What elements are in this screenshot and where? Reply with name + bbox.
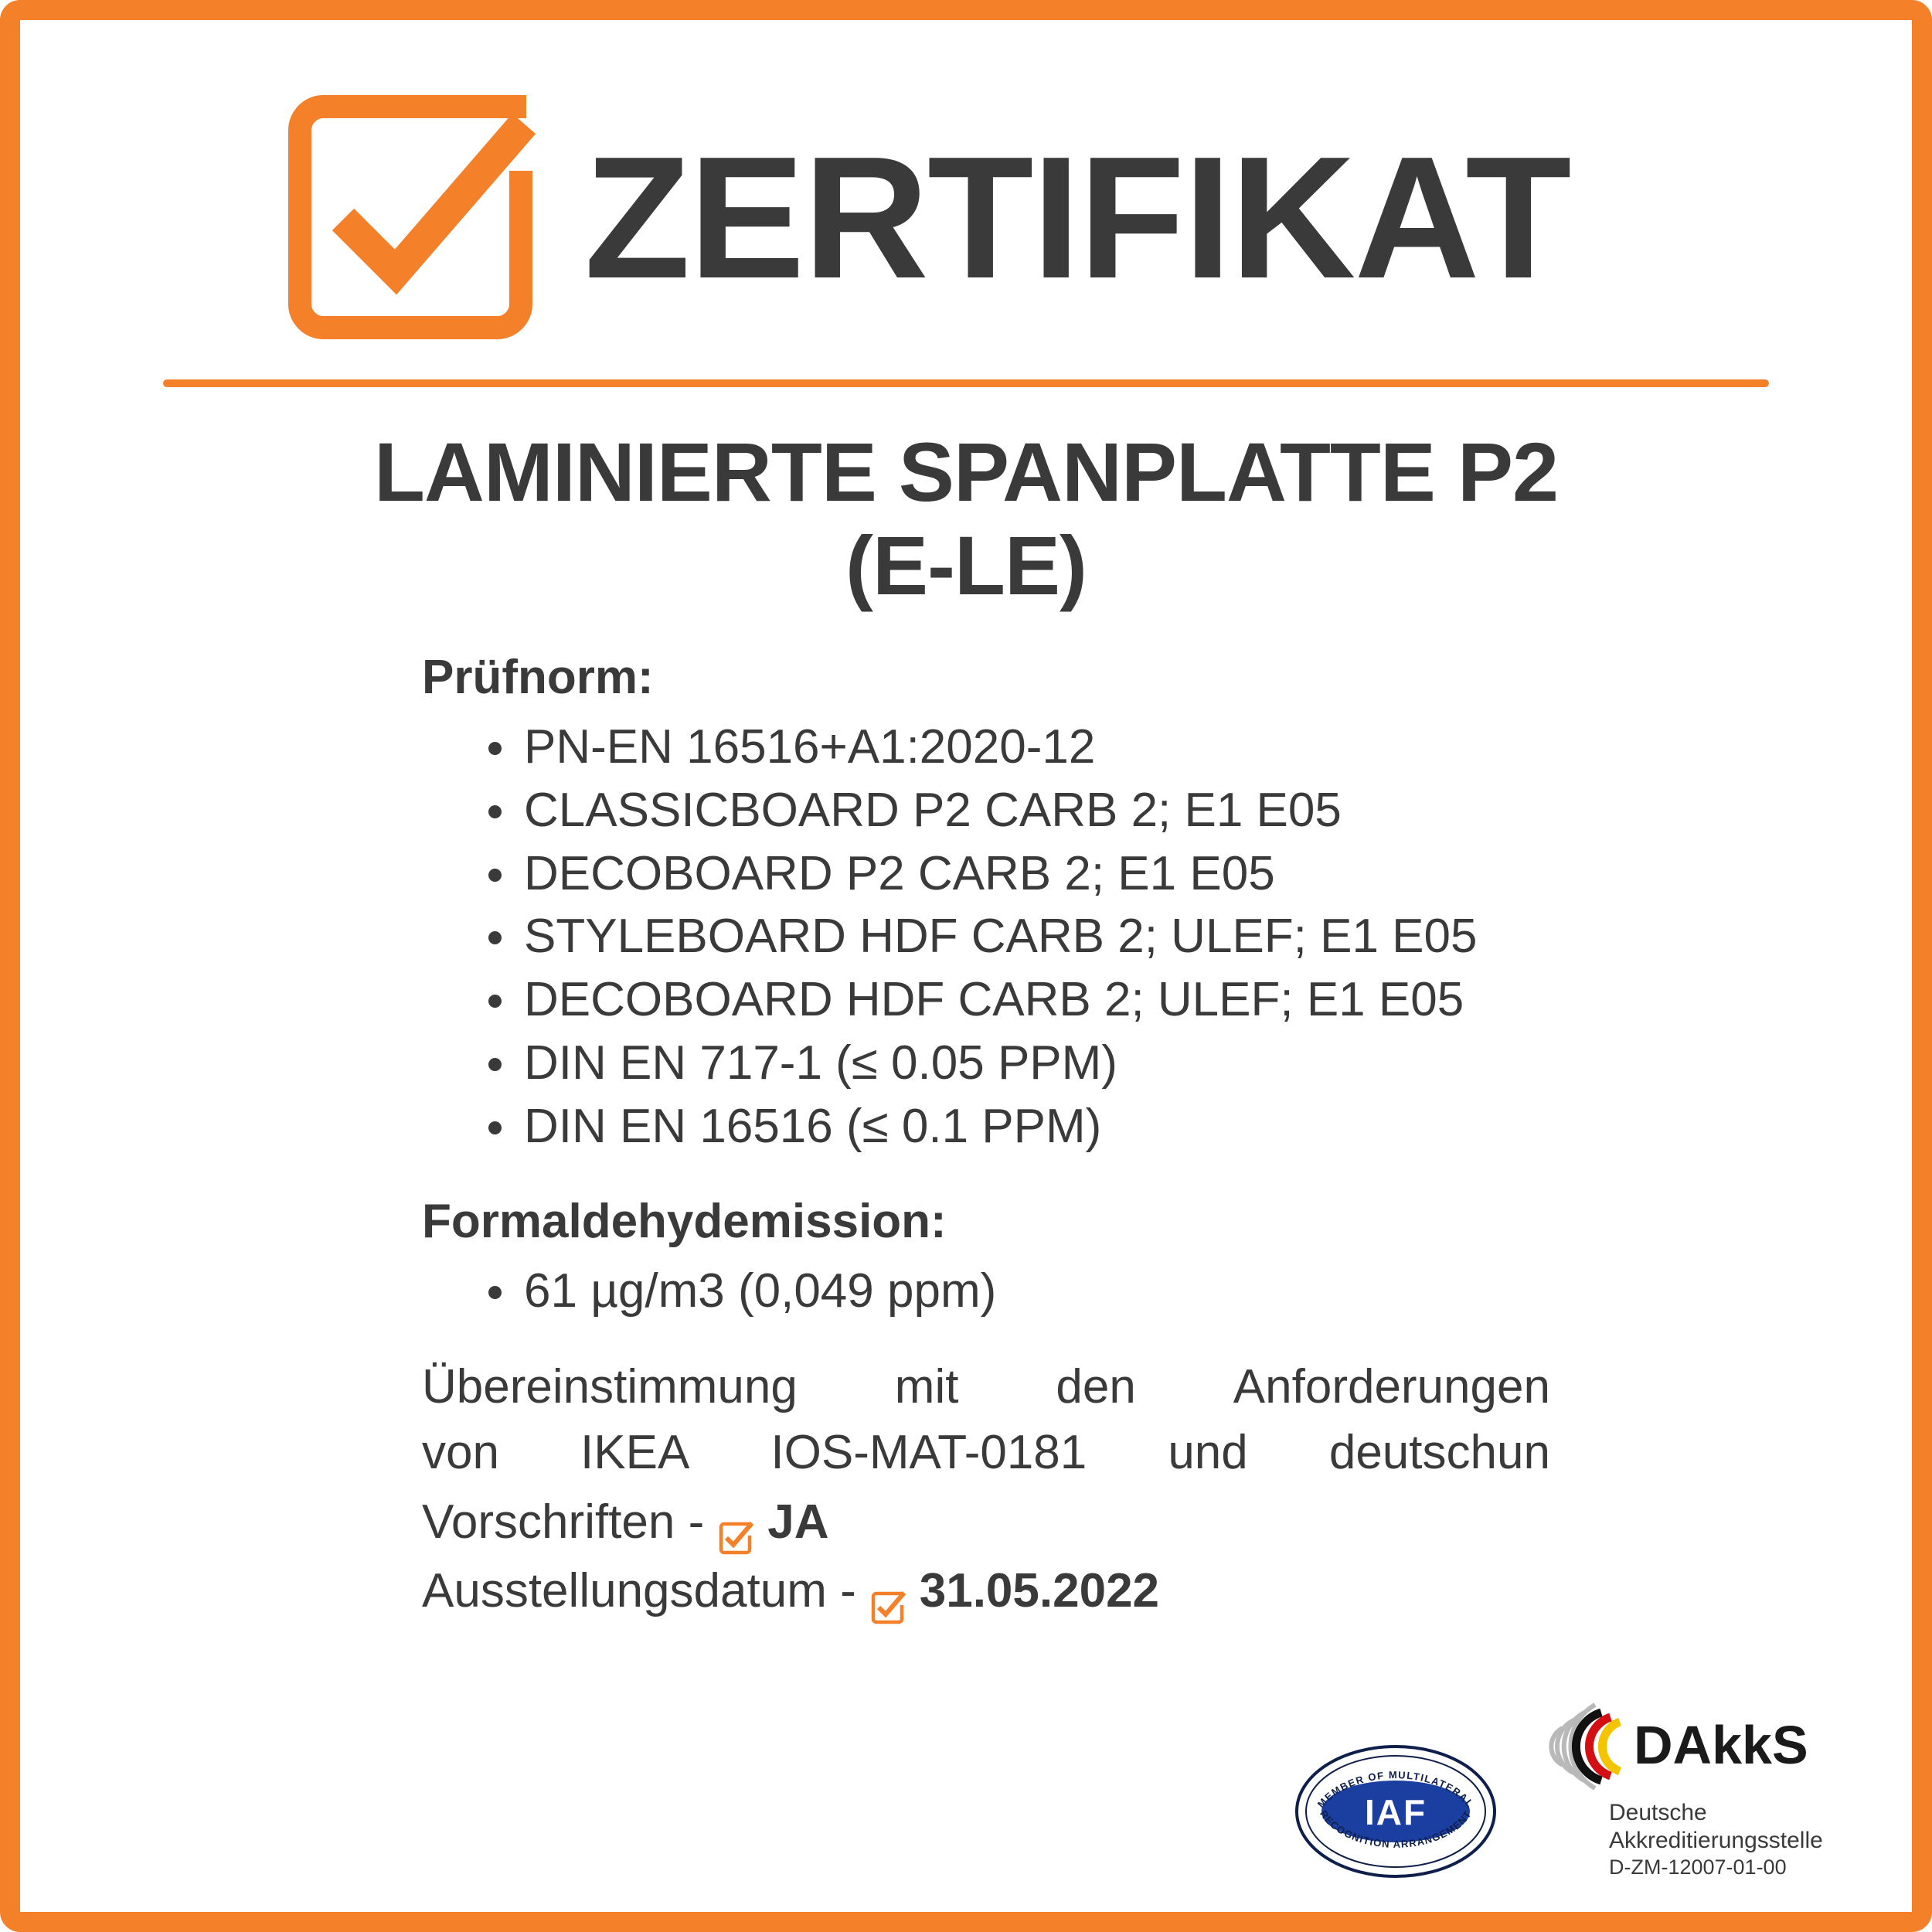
statement-word: deutschun xyxy=(1328,1426,1550,1480)
test-norm-list xyxy=(422,716,1742,1158)
compliance-answer-value: JA xyxy=(767,1495,829,1549)
emission-list xyxy=(422,1260,1742,1323)
conformity-statement-line-2 xyxy=(422,1420,1550,1486)
list-item: CLASSICBOARD P2 CARB 2; E1 E05 xyxy=(484,779,1742,842)
checkbox-check-icon xyxy=(283,90,538,345)
statement-word: mit xyxy=(894,1359,959,1413)
issue-date-value: 31.05.2022 xyxy=(919,1564,1160,1618)
certificate-body xyxy=(74,650,1858,1881)
list-item: DIN EN 717-1 (≤ 0.05 PPM) xyxy=(484,1032,1742,1095)
statement-word: IKEA xyxy=(580,1426,690,1480)
svg-text:RECOGNITION ARRANGEMENT: RECOGNITION ARRANGEMENT xyxy=(1317,1808,1475,1850)
svg-text:IAF: IAF xyxy=(1364,1792,1427,1832)
statement-word: den xyxy=(1056,1359,1136,1413)
conformity-statement xyxy=(422,1354,1550,1486)
emission-label: Formaldehydemission: xyxy=(422,1194,947,1248)
checkbox-check-icon-small xyxy=(870,1577,906,1612)
dakks-subtitle-line-1: Deutsche xyxy=(1609,1800,1707,1826)
list-item: 61 µg/m3 (0,049 ppm) xyxy=(484,1260,1742,1323)
list-item: STYLEBOARD HDF CARB 2; ULEF; E1 E05 xyxy=(484,905,1742,968)
compliance-answer-label: Vorschriften - xyxy=(422,1495,705,1549)
dakks-subtitle xyxy=(1518,1799,1823,1854)
list-item: DIN EN 16516 (≤ 0.1 PPM) xyxy=(484,1095,1742,1158)
iaf-logo xyxy=(1295,1744,1496,1879)
dakks-block xyxy=(1518,1697,1850,1879)
issue-date-row xyxy=(422,1558,1742,1624)
conformity-statement-line-1 xyxy=(422,1354,1550,1420)
product-title xyxy=(74,426,1858,613)
statement-word: Übereinstimmung xyxy=(422,1359,798,1413)
statement-word: Anforderungen xyxy=(1233,1359,1550,1413)
product-title-line-2: (E-LE) xyxy=(845,518,1087,612)
section-spacer xyxy=(422,1158,1742,1194)
checkbox-check-icon-small xyxy=(718,1507,753,1543)
accreditation-logos xyxy=(1295,1697,1850,1879)
statement-word: und xyxy=(1168,1426,1248,1480)
certificate-header xyxy=(74,63,1858,372)
test-norm-label: Prüfnorm: xyxy=(422,650,654,704)
page-title: ZERTIFIKAT xyxy=(584,119,1570,315)
dakks-logo xyxy=(1518,1697,1850,1796)
list-item: PN-EN 16516+A1:2020-12 xyxy=(484,716,1742,779)
dakks-accreditation-code: D-ZM-12007-01-00 xyxy=(1609,1855,1787,1879)
compliance-answer-row xyxy=(422,1489,1742,1556)
dakks-subtitle-line-2: Akkreditierungsstelle xyxy=(1609,1827,1823,1853)
svg-text:MEMBER OF MULTILATERAL: MEMBER OF MULTILATERAL xyxy=(1315,1769,1477,1811)
list-item: DECOBOARD HDF CARB 2; ULEF; E1 E05 xyxy=(484,968,1742,1032)
product-title-line-1: LAMINIERTE SPANPLATTE P2 xyxy=(373,425,1559,519)
statement-word: IOS-MAT-0181 xyxy=(770,1426,1087,1480)
list-item: DECOBOARD P2 CARB 2; E1 E05 xyxy=(484,842,1742,906)
issue-date-label: Ausstellungsdatum - xyxy=(422,1564,856,1618)
svg-text:DAkkS: DAkkS xyxy=(1634,1715,1808,1776)
header-divider xyxy=(163,379,1769,387)
statement-word: von xyxy=(422,1426,499,1480)
